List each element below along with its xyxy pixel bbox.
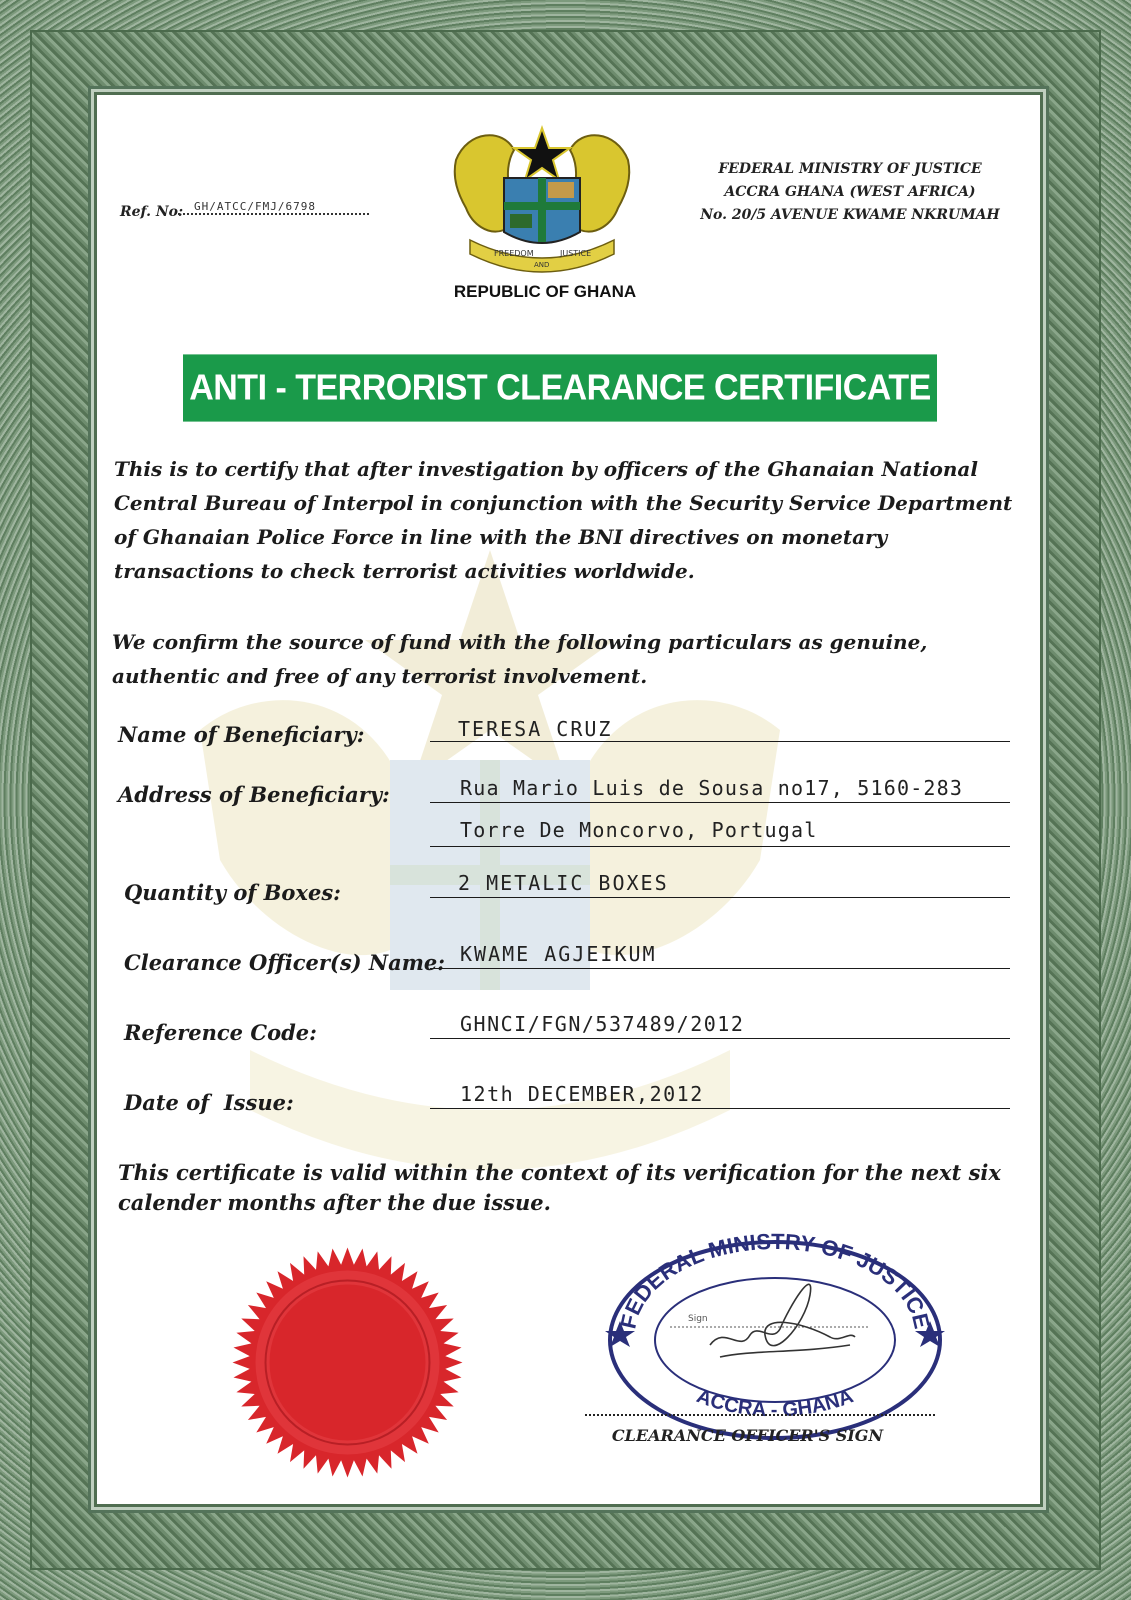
date-line xyxy=(430,1108,1010,1109)
stamp-bottom-text: ACCRA - GHANA xyxy=(693,1385,857,1422)
validity-paragraph: This certificate is valid within the context of its verification for the next six calender months after the due issue. xyxy=(118,1160,1001,1215)
certificate-title-banner: ANTI - TERRORIST CLEARANCE CERTIFICATE xyxy=(183,354,937,421)
republic-title: REPUBLIC OF GHANA xyxy=(453,282,637,301)
clearance-officer-sign-label: CLEARANCE OFFICER'S SIGN xyxy=(611,1426,884,1445)
date-value: 12th DECEMBER,2012 xyxy=(460,1082,704,1106)
ministry-line-3: No. 20/5 AVENUE KWAME NKRUMAH xyxy=(700,207,1000,223)
ref-number: GH/ATCC/FMJ/6798 xyxy=(178,200,369,215)
ministry-line-2: ACCRA GHANA (WEST AFRICA) xyxy=(724,184,976,200)
boxes-value: 2 METALIC BOXES xyxy=(458,871,669,895)
beneficiary-label: Name of Beneficiary: xyxy=(118,722,365,747)
signature-dotted-line xyxy=(585,1414,935,1416)
boxes-label: Quantity of Boxes: xyxy=(124,880,341,905)
motto-and: AND xyxy=(534,261,550,269)
date-label: Date of Issue: xyxy=(124,1090,294,1115)
address-line-2: Torre De Moncorvo, Portugal xyxy=(460,818,818,842)
address-line-1: Rua Mario Luis de Sousa no17, 5160-283 xyxy=(460,776,964,800)
ref-label: Ref. No: xyxy=(120,204,184,220)
red-wax-seal-icon xyxy=(230,1245,465,1480)
beneficiary-line xyxy=(430,741,1010,742)
handwritten-signature-icon xyxy=(710,1284,855,1357)
officer-line xyxy=(430,968,1010,969)
address-line-2-rule xyxy=(430,846,1010,847)
boxes-line xyxy=(430,897,1010,898)
ministry-line-1: FEDERAL MINISTRY OF JUSTICE xyxy=(718,161,982,177)
beneficiary-value: TERESA CRUZ xyxy=(458,717,613,741)
address-label: Address of Beneficiary: xyxy=(118,782,390,807)
address-line-1-rule xyxy=(430,802,1010,803)
reference-code-line xyxy=(430,1038,1010,1039)
reference-code-value: GHNCI/FGN/537489/2012 xyxy=(460,1012,745,1036)
motto-freedom: FREEDOM xyxy=(494,249,534,258)
stamp-sign-word: Sign xyxy=(688,1314,708,1324)
confirmation-paragraph: We confirm the source of fund with the following particulars as genuine, authentic and free of any terrorist involvement. xyxy=(112,630,928,688)
motto-justice: JUSTICE xyxy=(560,249,592,258)
reference-code-label: Reference Code: xyxy=(124,1020,317,1045)
ghana-coat-of-arms-icon xyxy=(448,120,636,278)
ministry-stamp xyxy=(600,1225,950,1445)
officer-label: Clearance Officer(s) Name: xyxy=(124,950,446,975)
certification-paragraph: This is to certify that after investigation by officers of the Ghanaian National Central Bureau of Interpol in conjunction with the Security Service Department of Ghanaian Police Force in line with the BNI directives on monetary transactions to check terrorist activities worldwide. xyxy=(114,457,1013,583)
officer-value: KWAME AGJEIKUM xyxy=(460,942,657,966)
ministry-address xyxy=(690,158,1010,227)
stamp-top-text: FEDERAL MINISTRY OF JUSTICE xyxy=(615,1228,935,1331)
